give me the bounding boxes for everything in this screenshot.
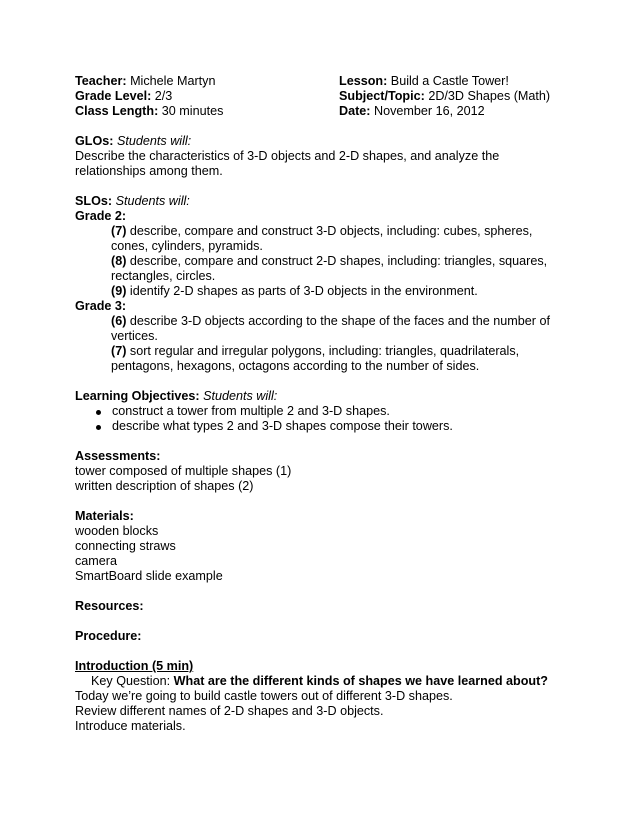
teacher-label: Teacher: xyxy=(75,74,127,88)
grade-label: Grade Level: xyxy=(75,89,152,103)
key-question-label: Key Question: xyxy=(91,674,171,688)
length-label: Class Length: xyxy=(75,104,159,118)
objective-item: describe what types 2 and 3-D shapes compose their towers. xyxy=(112,419,453,433)
resources-heading: Resources: xyxy=(75,599,144,613)
subject-row xyxy=(339,89,550,104)
slo-item-continued: pentagons, hexagons, octagons according to the number of sides. xyxy=(111,359,480,373)
glos-text-line: Describe the characteristics of 3-D objects and 2-D shapes, and analyze the xyxy=(75,149,500,163)
date-label: Date: xyxy=(339,104,371,118)
length-value: 30 minutes xyxy=(161,104,224,118)
bullet-icon xyxy=(96,410,101,415)
slo-item-continued: cones, cylinders, pyramids. xyxy=(111,239,263,253)
key-question-text: What are the different kinds of shapes we have learned about? xyxy=(173,674,549,688)
date-value: November 16, 2012 xyxy=(374,104,485,118)
key-question xyxy=(91,674,548,689)
grade-value: 2/3 xyxy=(154,89,173,103)
intro-line: Introduce materials. xyxy=(75,719,186,733)
grade-row xyxy=(75,89,172,104)
lesson-label: Lesson: xyxy=(339,74,388,88)
bullet-icon xyxy=(96,425,101,430)
intro-line: Today we’re going to build castle towers out of different 3-D shapes. xyxy=(75,689,453,703)
date-row xyxy=(339,104,485,119)
slo-item-continued: rectangles, circles. xyxy=(111,269,216,283)
material-item: camera xyxy=(75,554,117,568)
slo-item: (7) sort regular and irregular polygons, including: triangles, quadrilaterals, xyxy=(111,344,520,358)
objective-item: construct a tower from multiple 2 and 3-D shapes. xyxy=(112,404,390,418)
procedure-heading: Procedure: xyxy=(75,629,142,643)
slo-item: (9) identify 2-D shapes as parts of 3-D objects in the environment. xyxy=(111,284,478,298)
lesson-value: Build a Castle Tower! xyxy=(390,74,509,88)
grade3-heading: Grade 3: xyxy=(75,299,127,313)
glos-heading: GLOs: Students will: xyxy=(75,134,192,148)
assessments-heading: Assessments: xyxy=(75,449,161,463)
teacher-value: Michele Martyn xyxy=(130,74,216,88)
teacher-row xyxy=(75,74,215,89)
material-item: connecting straws xyxy=(75,539,176,553)
length-row xyxy=(75,104,223,119)
slo-item: (6) describe 3-D objects according to the shape of the faces and the number of xyxy=(111,314,550,328)
slo-item-continued: vertices. xyxy=(111,329,158,343)
objectives-heading: Learning Objectives: Students will: xyxy=(75,389,278,403)
assessment-item: written description of shapes (2) xyxy=(75,479,254,493)
lesson-row xyxy=(339,74,509,89)
intro-line: Review different names of 2-D shapes and 3-D objects. xyxy=(75,704,384,718)
slo-item: (8) describe, compare and construct 2-D shapes, including: triangles, squares, xyxy=(111,254,548,268)
materials-heading: Materials: xyxy=(75,509,134,523)
material-item: SmartBoard slide example xyxy=(75,569,223,583)
introduction-heading: Introduction (5 min) xyxy=(75,659,194,673)
slo-item: (7) describe, compare and construct 3-D objects, including: cubes, spheres, xyxy=(111,224,533,238)
glos-text-line: relationships among them. xyxy=(75,164,223,178)
subject-label: Subject/Topic: xyxy=(339,89,425,103)
grade2-heading: Grade 2: xyxy=(75,209,127,223)
material-item: wooden blocks xyxy=(75,524,159,538)
assessment-item: tower composed of multiple shapes (1) xyxy=(75,464,292,478)
subject-value: 2D/3D Shapes (Math) xyxy=(428,89,551,103)
slos-heading: SLOs: Students will: xyxy=(75,194,190,208)
